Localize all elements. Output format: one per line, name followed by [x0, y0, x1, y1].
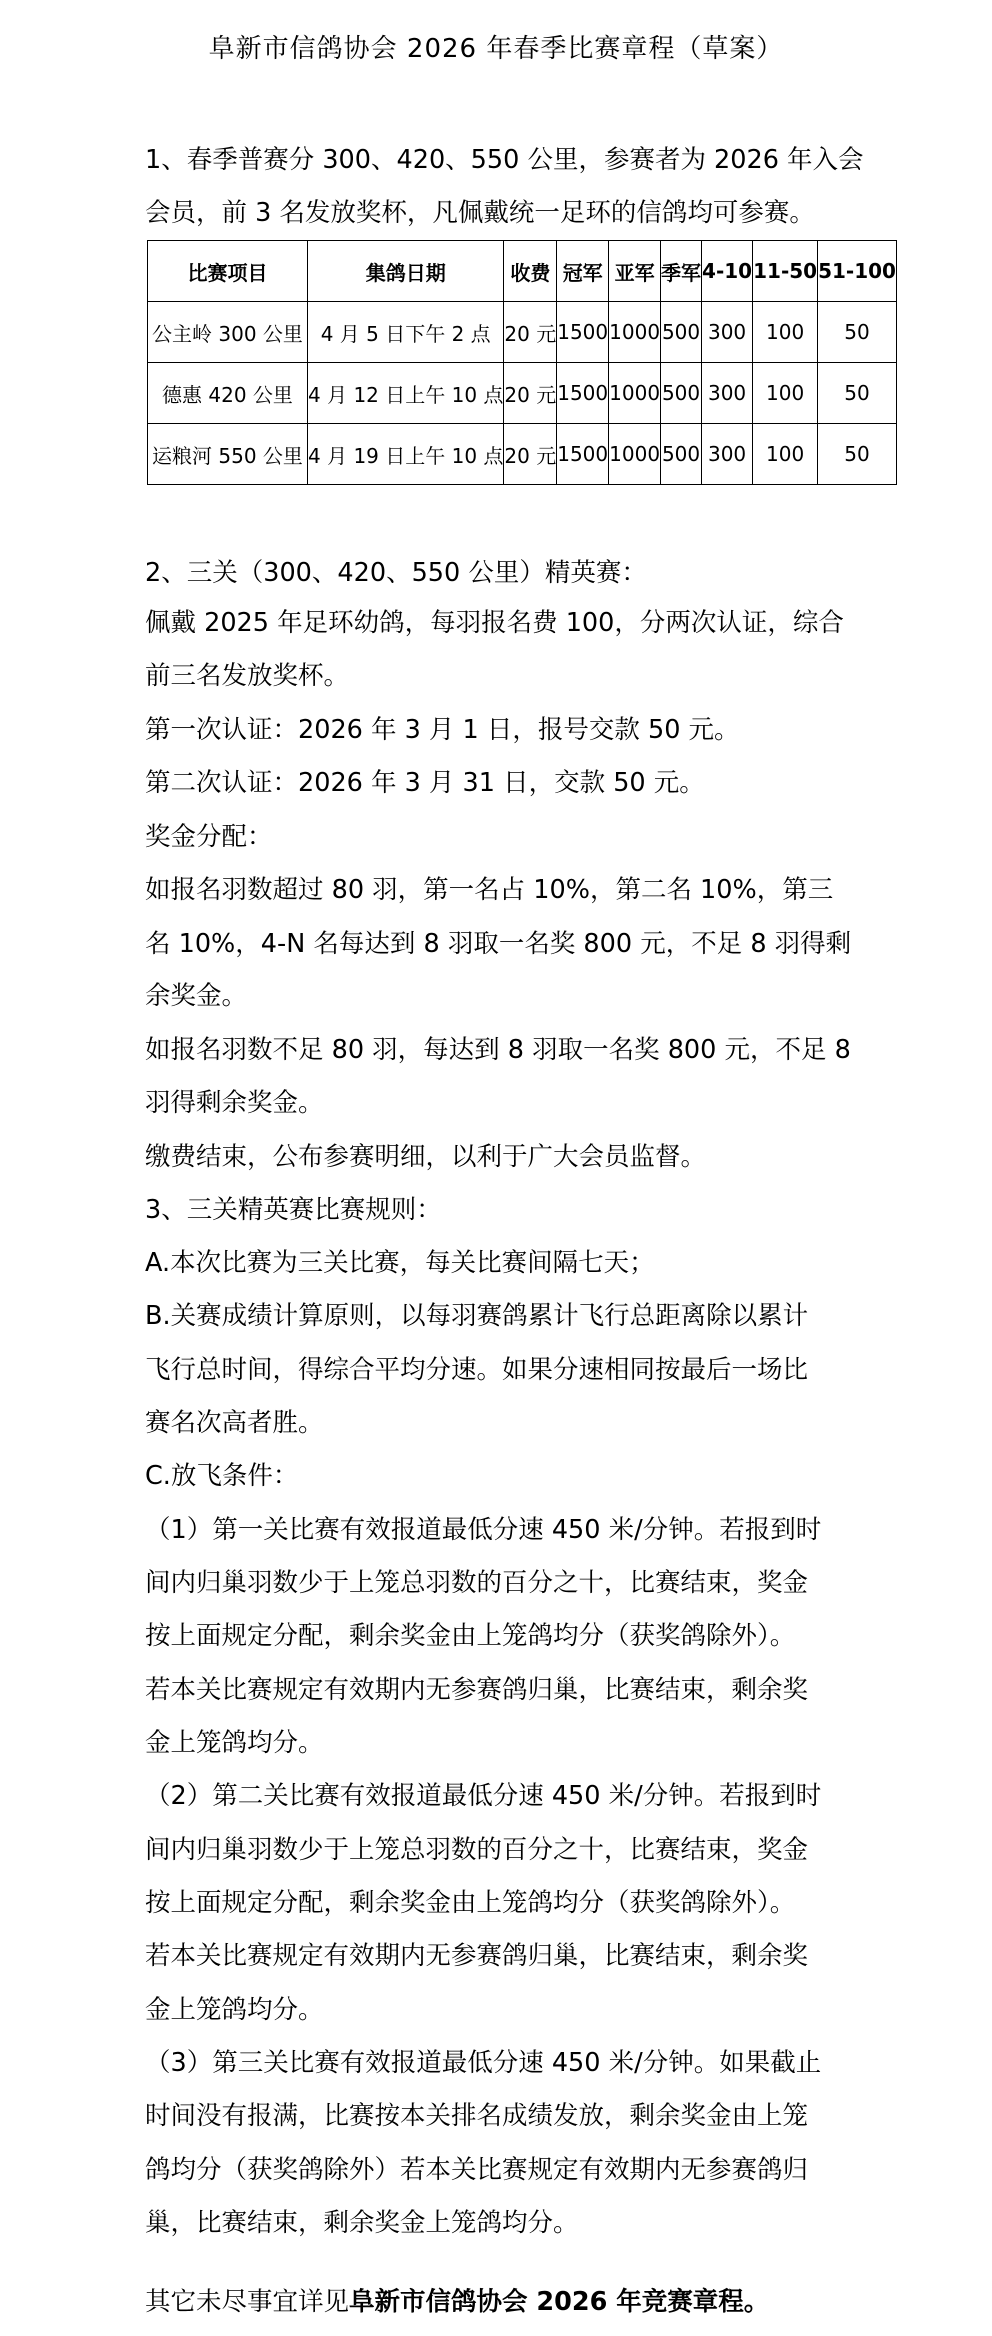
paragraph-line: 金上笼鸽均分。: [145, 1995, 324, 2025]
table-cell: 50: [818, 424, 897, 485]
table-row: [148, 363, 897, 424]
table-cell: 德惠 420 公里: [148, 363, 308, 424]
paragraph-line: 名 10%，4-N 名每达到 8 羽取一名奖 800 元，不足 8 羽得剩: [145, 929, 852, 959]
table-cell: 1000: [609, 302, 661, 363]
section1-line1: 1、春季普赛分 300、420、550 公里，参赛者为 2026 年入会: [145, 145, 864, 175]
paragraph-line: 巢，比赛结束，剩余奖金上笼鸽均分。: [145, 2208, 579, 2238]
paragraph-line: 第一次认证：2026 年 3 月 1 日，报号交款 50 元。: [145, 715, 740, 745]
table-cell: 4 月 12 日上午 10 点: [308, 363, 504, 424]
paragraph-line: 按上面规定分配，剩余奖金由上笼鸽均分（获奖鸽除外）。: [145, 1621, 796, 1651]
paragraph-line: 时间没有报满，比赛按本关排名成绩发放，剩余奖金由上笼: [145, 2101, 809, 2131]
table-cell: 100: [753, 424, 818, 485]
paragraph-line: 前三名发放奖杯。: [145, 661, 350, 691]
paragraph-line: 若本关比赛规定有效期内无参赛鸽归巢，比赛结束，剩余奖: [145, 1675, 809, 1705]
paragraph-line: 赛名次高者胜。: [145, 1408, 324, 1438]
paragraph-line: （2）第二关比赛有效报道最低分速 450 米/分钟。若报到时: [145, 1781, 822, 1811]
section1-line2: 会员，前 3 名发放奖杯，凡佩戴统一足环的信鸽均可参赛。: [145, 198, 815, 228]
table-header-row: [148, 241, 897, 302]
paragraph-line: 间内归巢羽数少于上笼总羽数的百分之十，比赛结束，奖金: [145, 1568, 809, 1598]
table-header-cell: 集鸽日期: [308, 241, 504, 302]
paragraph-line: 如报名羽数不足 80 羽，每达到 8 羽取一名奖 800 元，不足 8: [145, 1035, 851, 1065]
paragraph-line: 缴费结束，公布参赛明细，以利于广大会员监督。: [145, 1142, 707, 1172]
table-cell: 300: [702, 424, 753, 485]
paragraph-line: 如报名羽数超过 80 羽，第一名占 10%，第二名 10%，第三: [145, 875, 834, 905]
table-header-cell: 4-10: [702, 241, 753, 302]
table-cell: 500: [661, 424, 702, 485]
table-header-cell: 11-50: [753, 241, 818, 302]
table-cell: 500: [661, 363, 702, 424]
paragraph-line: 3、三关精英赛比赛规则：: [145, 1195, 442, 1225]
table-header-cell: 51-100: [818, 241, 897, 302]
footer-bold-reference: 阜新市信鸽协会 2026 年竞赛章程。: [349, 2287, 770, 2317]
table-cell: 20 元: [504, 363, 557, 424]
table-cell: 50: [818, 363, 897, 424]
table-cell: 1500: [557, 302, 609, 363]
table-cell: 1500: [557, 363, 609, 424]
paragraph-line: （1）第一关比赛有效报道最低分速 450 米/分钟。若报到时: [145, 1515, 822, 1545]
table-cell: 500: [661, 302, 702, 363]
paragraph-line: A.本次比赛为三关比赛，每关比赛间隔七天；: [145, 1248, 655, 1278]
paragraph-line: 金上笼鸽均分。: [145, 1728, 324, 1758]
table-cell: 运粮河 550 公里: [148, 424, 308, 485]
table-cell: 公主岭 300 公里: [148, 302, 308, 363]
table-header-cell: 冠军: [557, 241, 609, 302]
paragraph-line: 余奖金。: [145, 981, 248, 1011]
table-cell: 300: [702, 302, 753, 363]
table-header-cell: 亚军: [609, 241, 661, 302]
paragraph-line: 鸽均分（获奖鸽除外）若本关比赛规定有效期内无参赛鸽归: [145, 2155, 809, 2185]
paragraph-line: 奖金分配：: [145, 822, 273, 852]
table-cell: 20 元: [504, 302, 557, 363]
paragraph-line: 第二次认证：2026 年 3 月 31 日，交款 50 元。: [145, 768, 705, 798]
table-cell: 300: [702, 363, 753, 424]
table-cell: 20 元: [504, 424, 557, 485]
paragraph-line: C.放飞条件：: [145, 1461, 299, 1491]
table-cell: 1000: [609, 424, 661, 485]
paragraph-line: 按上面规定分配，剩余奖金由上笼鸽均分（获奖鸽除外）。: [145, 1888, 796, 1918]
paragraph-line: B.关赛成绩计算原则，以每羽赛鸽累计飞行总距离除以累计: [145, 1301, 809, 1331]
table-cell: 50: [818, 302, 897, 363]
footer-prefix: 其它未尽事宜详见: [145, 2287, 350, 2317]
paragraph-line: 羽得剩余奖金。: [145, 1088, 324, 1118]
table-cell: 100: [753, 363, 818, 424]
table-cell: 1500: [557, 424, 609, 485]
table-cell: 1000: [609, 363, 661, 424]
table-header-cell: 收费: [504, 241, 557, 302]
table-row: [148, 302, 897, 363]
paragraph-line: 飞行总时间，得综合平均分速。如果分速相同按最后一场比: [145, 1355, 809, 1385]
table-header-cell: 季军: [661, 241, 702, 302]
prize-table: [147, 240, 897, 485]
table-header-cell: 比赛项目: [148, 241, 308, 302]
table-row: [148, 424, 897, 485]
paragraph-line: 佩戴 2025 年足环幼鸽，每羽报名费 100，分两次认证，综合: [145, 608, 844, 638]
footer-line: [145, 2282, 769, 2318]
table-cell: 4 月 19 日上午 10 点: [308, 424, 504, 485]
paragraph-line: 间内归巢羽数少于上笼总羽数的百分之十，比赛结束，奖金: [145, 1835, 809, 1865]
paragraph-line: 若本关比赛规定有效期内无参赛鸽归巢，比赛结束，剩余奖: [145, 1941, 809, 1971]
document-title: 阜新市信鸽协会 2026 年春季比赛章程（草案）: [208, 34, 784, 64]
paragraph-line: （3）第三关比赛有效报道最低分速 450 米/分钟。如果截止: [145, 2048, 822, 2078]
table-cell: 4 月 5 日下午 2 点: [308, 302, 504, 363]
paragraph-line: 2、三关（300、420、550 公里）精英赛：: [145, 558, 647, 588]
table-cell: 100: [753, 302, 818, 363]
